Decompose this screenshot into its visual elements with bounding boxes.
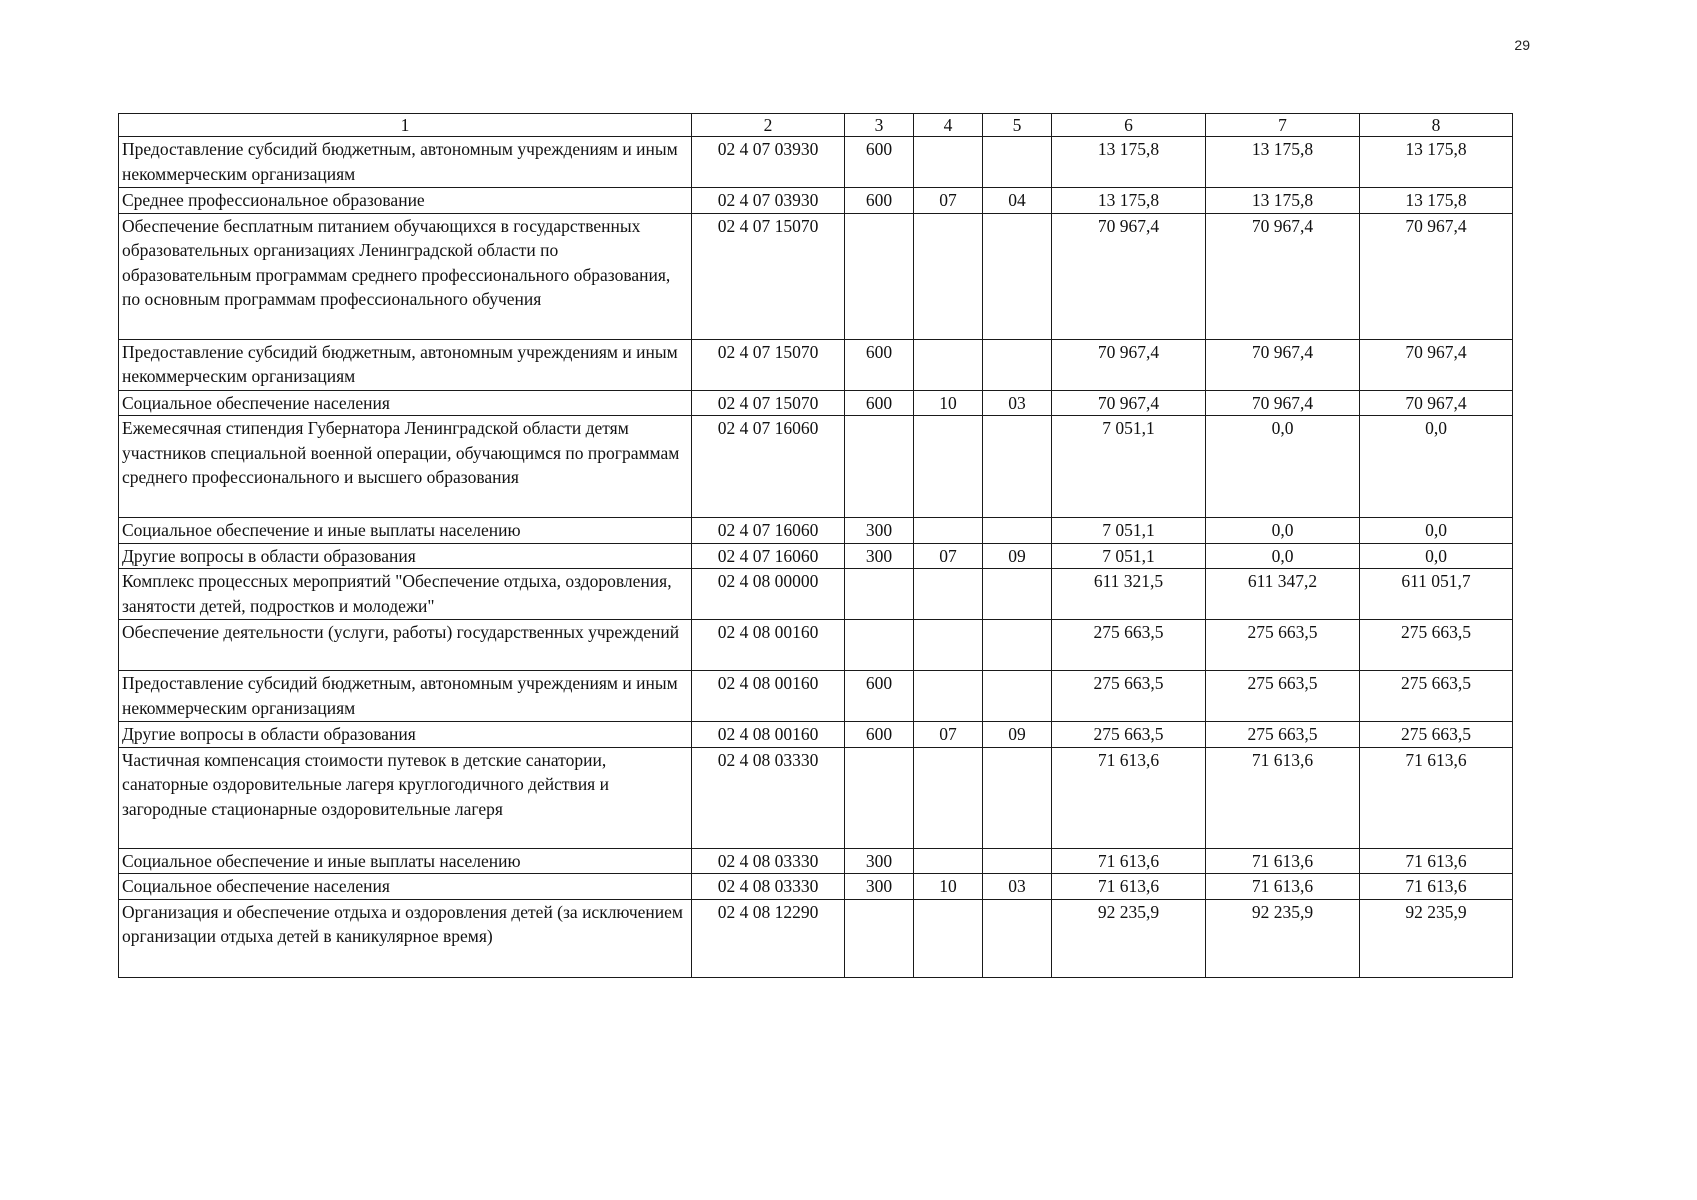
- row-section: 07: [914, 543, 983, 569]
- table-row: [119, 722, 1513, 748]
- row-subsection: [983, 137, 1052, 188]
- row-name: Социальное обеспечение населения: [119, 390, 692, 416]
- row-amount-6: 13 175,8: [1052, 188, 1206, 214]
- row-amount-8: 70 967,4: [1360, 390, 1513, 416]
- row-amount-7: 71 613,6: [1206, 848, 1360, 874]
- table-row: [119, 137, 1513, 188]
- row-amount-8: 13 175,8: [1360, 188, 1513, 214]
- row-amount-8: 70 967,4: [1360, 213, 1513, 339]
- row-target-code: 02 4 07 03930: [692, 137, 845, 188]
- row-amount-7: 275 663,5: [1206, 722, 1360, 748]
- row-name: Предоставление субсидий бюджетным, автономным учреждениям и иным некоммерческим организациям: [119, 339, 692, 390]
- row-amount-8: 71 613,6: [1360, 747, 1513, 848]
- row-section: [914, 848, 983, 874]
- row-amount-6: 275 663,5: [1052, 671, 1206, 722]
- row-amount-7: 70 967,4: [1206, 339, 1360, 390]
- row-amount-6: 13 175,8: [1052, 137, 1206, 188]
- header-cell: 3: [845, 114, 914, 137]
- table-row: [119, 671, 1513, 722]
- row-expense-type: 300: [845, 848, 914, 874]
- row-section: 07: [914, 722, 983, 748]
- row-amount-7: 70 967,4: [1206, 213, 1360, 339]
- row-subsection: [983, 339, 1052, 390]
- table-row: [119, 848, 1513, 874]
- row-amount-8: 70 967,4: [1360, 339, 1513, 390]
- header-cell: 2: [692, 114, 845, 137]
- row-name: Предоставление субсидий бюджетным, автономным учреждениям и иным некоммерческим организациям: [119, 671, 692, 722]
- table-row: [119, 569, 1513, 620]
- row-amount-7: 71 613,6: [1206, 874, 1360, 900]
- row-name: Организация и обеспечение отдыха и оздоровления детей (за исключением организации отдыха детей в каникулярное время): [119, 899, 692, 977]
- row-amount-8: 275 663,5: [1360, 671, 1513, 722]
- table-row: [119, 213, 1513, 339]
- row-amount-8: 71 613,6: [1360, 848, 1513, 874]
- row-target-code: 02 4 07 16060: [692, 416, 845, 518]
- row-name: Частичная компенсация стоимости путевок в детские санатории, санаторные оздоровительные лагеря круглогодичного действия и загородные стационарные оздоровительные лагеря: [119, 747, 692, 848]
- row-section: [914, 339, 983, 390]
- row-amount-7: 275 663,5: [1206, 671, 1360, 722]
- row-expense-type: [845, 416, 914, 518]
- row-amount-6: 70 967,4: [1052, 213, 1206, 339]
- header-cell: 8: [1360, 114, 1513, 137]
- row-section: [914, 416, 983, 518]
- row-section: 07: [914, 188, 983, 214]
- row-name: Ежемесячная стипендия Губернатора Ленинградской области детям участников специальной военной операции, обучающимся по программам среднего профессионального и высшего образования: [119, 416, 692, 518]
- table-row: [119, 390, 1513, 416]
- table-row: [119, 518, 1513, 544]
- row-subsection: [983, 899, 1052, 977]
- row-target-code: 02 4 08 03330: [692, 747, 845, 848]
- row-amount-8: 0,0: [1360, 416, 1513, 518]
- row-target-code: 02 4 07 16060: [692, 543, 845, 569]
- row-expense-type: 300: [845, 874, 914, 900]
- row-expense-type: 600: [845, 722, 914, 748]
- row-amount-8: 0,0: [1360, 518, 1513, 544]
- row-section: [914, 518, 983, 544]
- row-expense-type: 600: [845, 671, 914, 722]
- row-amount-6: 71 613,6: [1052, 874, 1206, 900]
- row-target-code: 02 4 07 15070: [692, 339, 845, 390]
- row-amount-6: 70 967,4: [1052, 390, 1206, 416]
- table-header-row: [119, 114, 1513, 137]
- row-subsection: 09: [983, 722, 1052, 748]
- row-target-code: 02 4 07 15070: [692, 213, 845, 339]
- row-subsection: [983, 213, 1052, 339]
- row-target-code: 02 4 08 00160: [692, 722, 845, 748]
- row-expense-type: [845, 747, 914, 848]
- row-name: Предоставление субсидий бюджетным, автономным учреждениям и иным некоммерческим организациям: [119, 137, 692, 188]
- row-target-code: 02 4 08 00000: [692, 569, 845, 620]
- row-name: Среднее профессиональное образование: [119, 188, 692, 214]
- row-name: Комплекс процессных мероприятий "Обеспечение отдыха, оздоровления, занятости детей, подростков и молодежи": [119, 569, 692, 620]
- row-amount-8: 0,0: [1360, 543, 1513, 569]
- row-amount-7: 13 175,8: [1206, 137, 1360, 188]
- row-subsection: [983, 620, 1052, 671]
- row-expense-type: 300: [845, 518, 914, 544]
- row-subsection: [983, 747, 1052, 848]
- row-subsection: 09: [983, 543, 1052, 569]
- header-cell: 1: [119, 114, 692, 137]
- row-amount-7: 275 663,5: [1206, 620, 1360, 671]
- row-amount-8: 13 175,8: [1360, 137, 1513, 188]
- row-amount-6: 92 235,9: [1052, 899, 1206, 977]
- row-amount-6: 7 051,1: [1052, 518, 1206, 544]
- row-amount-6: 611 321,5: [1052, 569, 1206, 620]
- row-amount-8: 275 663,5: [1360, 620, 1513, 671]
- table-row: [119, 620, 1513, 671]
- row-section: [914, 569, 983, 620]
- row-amount-7: 0,0: [1206, 518, 1360, 544]
- header-cell: 7: [1206, 114, 1360, 137]
- row-amount-6: 275 663,5: [1052, 722, 1206, 748]
- row-amount-7: 92 235,9: [1206, 899, 1360, 977]
- row-expense-type: 300: [845, 543, 914, 569]
- row-amount-7: 70 967,4: [1206, 390, 1360, 416]
- page-number: 29: [1514, 37, 1530, 53]
- table-row: [119, 899, 1513, 977]
- header-cell: 4: [914, 114, 983, 137]
- row-section: [914, 671, 983, 722]
- row-amount-8: 611 051,7: [1360, 569, 1513, 620]
- row-subsection: 03: [983, 390, 1052, 416]
- row-amount-8: 92 235,9: [1360, 899, 1513, 977]
- budget-table: [118, 113, 1513, 978]
- row-section: [914, 213, 983, 339]
- row-target-code: 02 4 07 03930: [692, 188, 845, 214]
- row-section: [914, 137, 983, 188]
- row-subsection: 04: [983, 188, 1052, 214]
- row-section: 10: [914, 390, 983, 416]
- table-row: [119, 188, 1513, 214]
- row-target-code: 02 4 07 15070: [692, 390, 845, 416]
- row-section: [914, 747, 983, 848]
- row-amount-8: 275 663,5: [1360, 722, 1513, 748]
- row-name: Социальное обеспечение населения: [119, 874, 692, 900]
- row-target-code: 02 4 08 12290: [692, 899, 845, 977]
- row-amount-7: 611 347,2: [1206, 569, 1360, 620]
- row-section: [914, 620, 983, 671]
- row-amount-7: 71 613,6: [1206, 747, 1360, 848]
- row-name: Социальное обеспечение и иные выплаты населению: [119, 518, 692, 544]
- row-subsection: [983, 569, 1052, 620]
- row-amount-6: 7 051,1: [1052, 543, 1206, 569]
- row-name: Другие вопросы в области образования: [119, 722, 692, 748]
- row-expense-type: 600: [845, 188, 914, 214]
- row-expense-type: [845, 569, 914, 620]
- row-expense-type: 600: [845, 339, 914, 390]
- row-expense-type: [845, 899, 914, 977]
- row-name: Обеспечение бесплатным питанием обучающихся в государственных образовательных организациях Ленинградской области по образовательным программам среднего профессионального образования, по основным программам профессионального обучения: [119, 213, 692, 339]
- row-amount-7: 0,0: [1206, 543, 1360, 569]
- row-section: [914, 899, 983, 977]
- table-row: [119, 339, 1513, 390]
- table-row: [119, 543, 1513, 569]
- row-target-code: 02 4 08 00160: [692, 620, 845, 671]
- row-amount-6: 7 051,1: [1052, 416, 1206, 518]
- header-cell: 6: [1052, 114, 1206, 137]
- row-name: Социальное обеспечение и иные выплаты населению: [119, 848, 692, 874]
- header-cell: 5: [983, 114, 1052, 137]
- row-expense-type: [845, 213, 914, 339]
- row-amount-6: 71 613,6: [1052, 848, 1206, 874]
- row-amount-7: 0,0: [1206, 416, 1360, 518]
- row-subsection: [983, 848, 1052, 874]
- row-expense-type: [845, 620, 914, 671]
- row-name: Другие вопросы в области образования: [119, 543, 692, 569]
- row-expense-type: 600: [845, 137, 914, 188]
- table-row: [119, 416, 1513, 518]
- row-subsection: 03: [983, 874, 1052, 900]
- row-target-code: 02 4 08 03330: [692, 848, 845, 874]
- row-target-code: 02 4 08 00160: [692, 671, 845, 722]
- row-amount-7: 13 175,8: [1206, 188, 1360, 214]
- row-target-code: 02 4 08 03330: [692, 874, 845, 900]
- table-row: [119, 747, 1513, 848]
- row-amount-6: 70 967,4: [1052, 339, 1206, 390]
- row-name: Обеспечение деятельности (услуги, работы) государственных учреждений: [119, 620, 692, 671]
- row-amount-8: 71 613,6: [1360, 874, 1513, 900]
- row-subsection: [983, 416, 1052, 518]
- table-row: [119, 874, 1513, 900]
- row-amount-6: 71 613,6: [1052, 747, 1206, 848]
- row-target-code: 02 4 07 16060: [692, 518, 845, 544]
- row-subsection: [983, 518, 1052, 544]
- row-subsection: [983, 671, 1052, 722]
- row-expense-type: 600: [845, 390, 914, 416]
- row-section: 10: [914, 874, 983, 900]
- row-amount-6: 275 663,5: [1052, 620, 1206, 671]
